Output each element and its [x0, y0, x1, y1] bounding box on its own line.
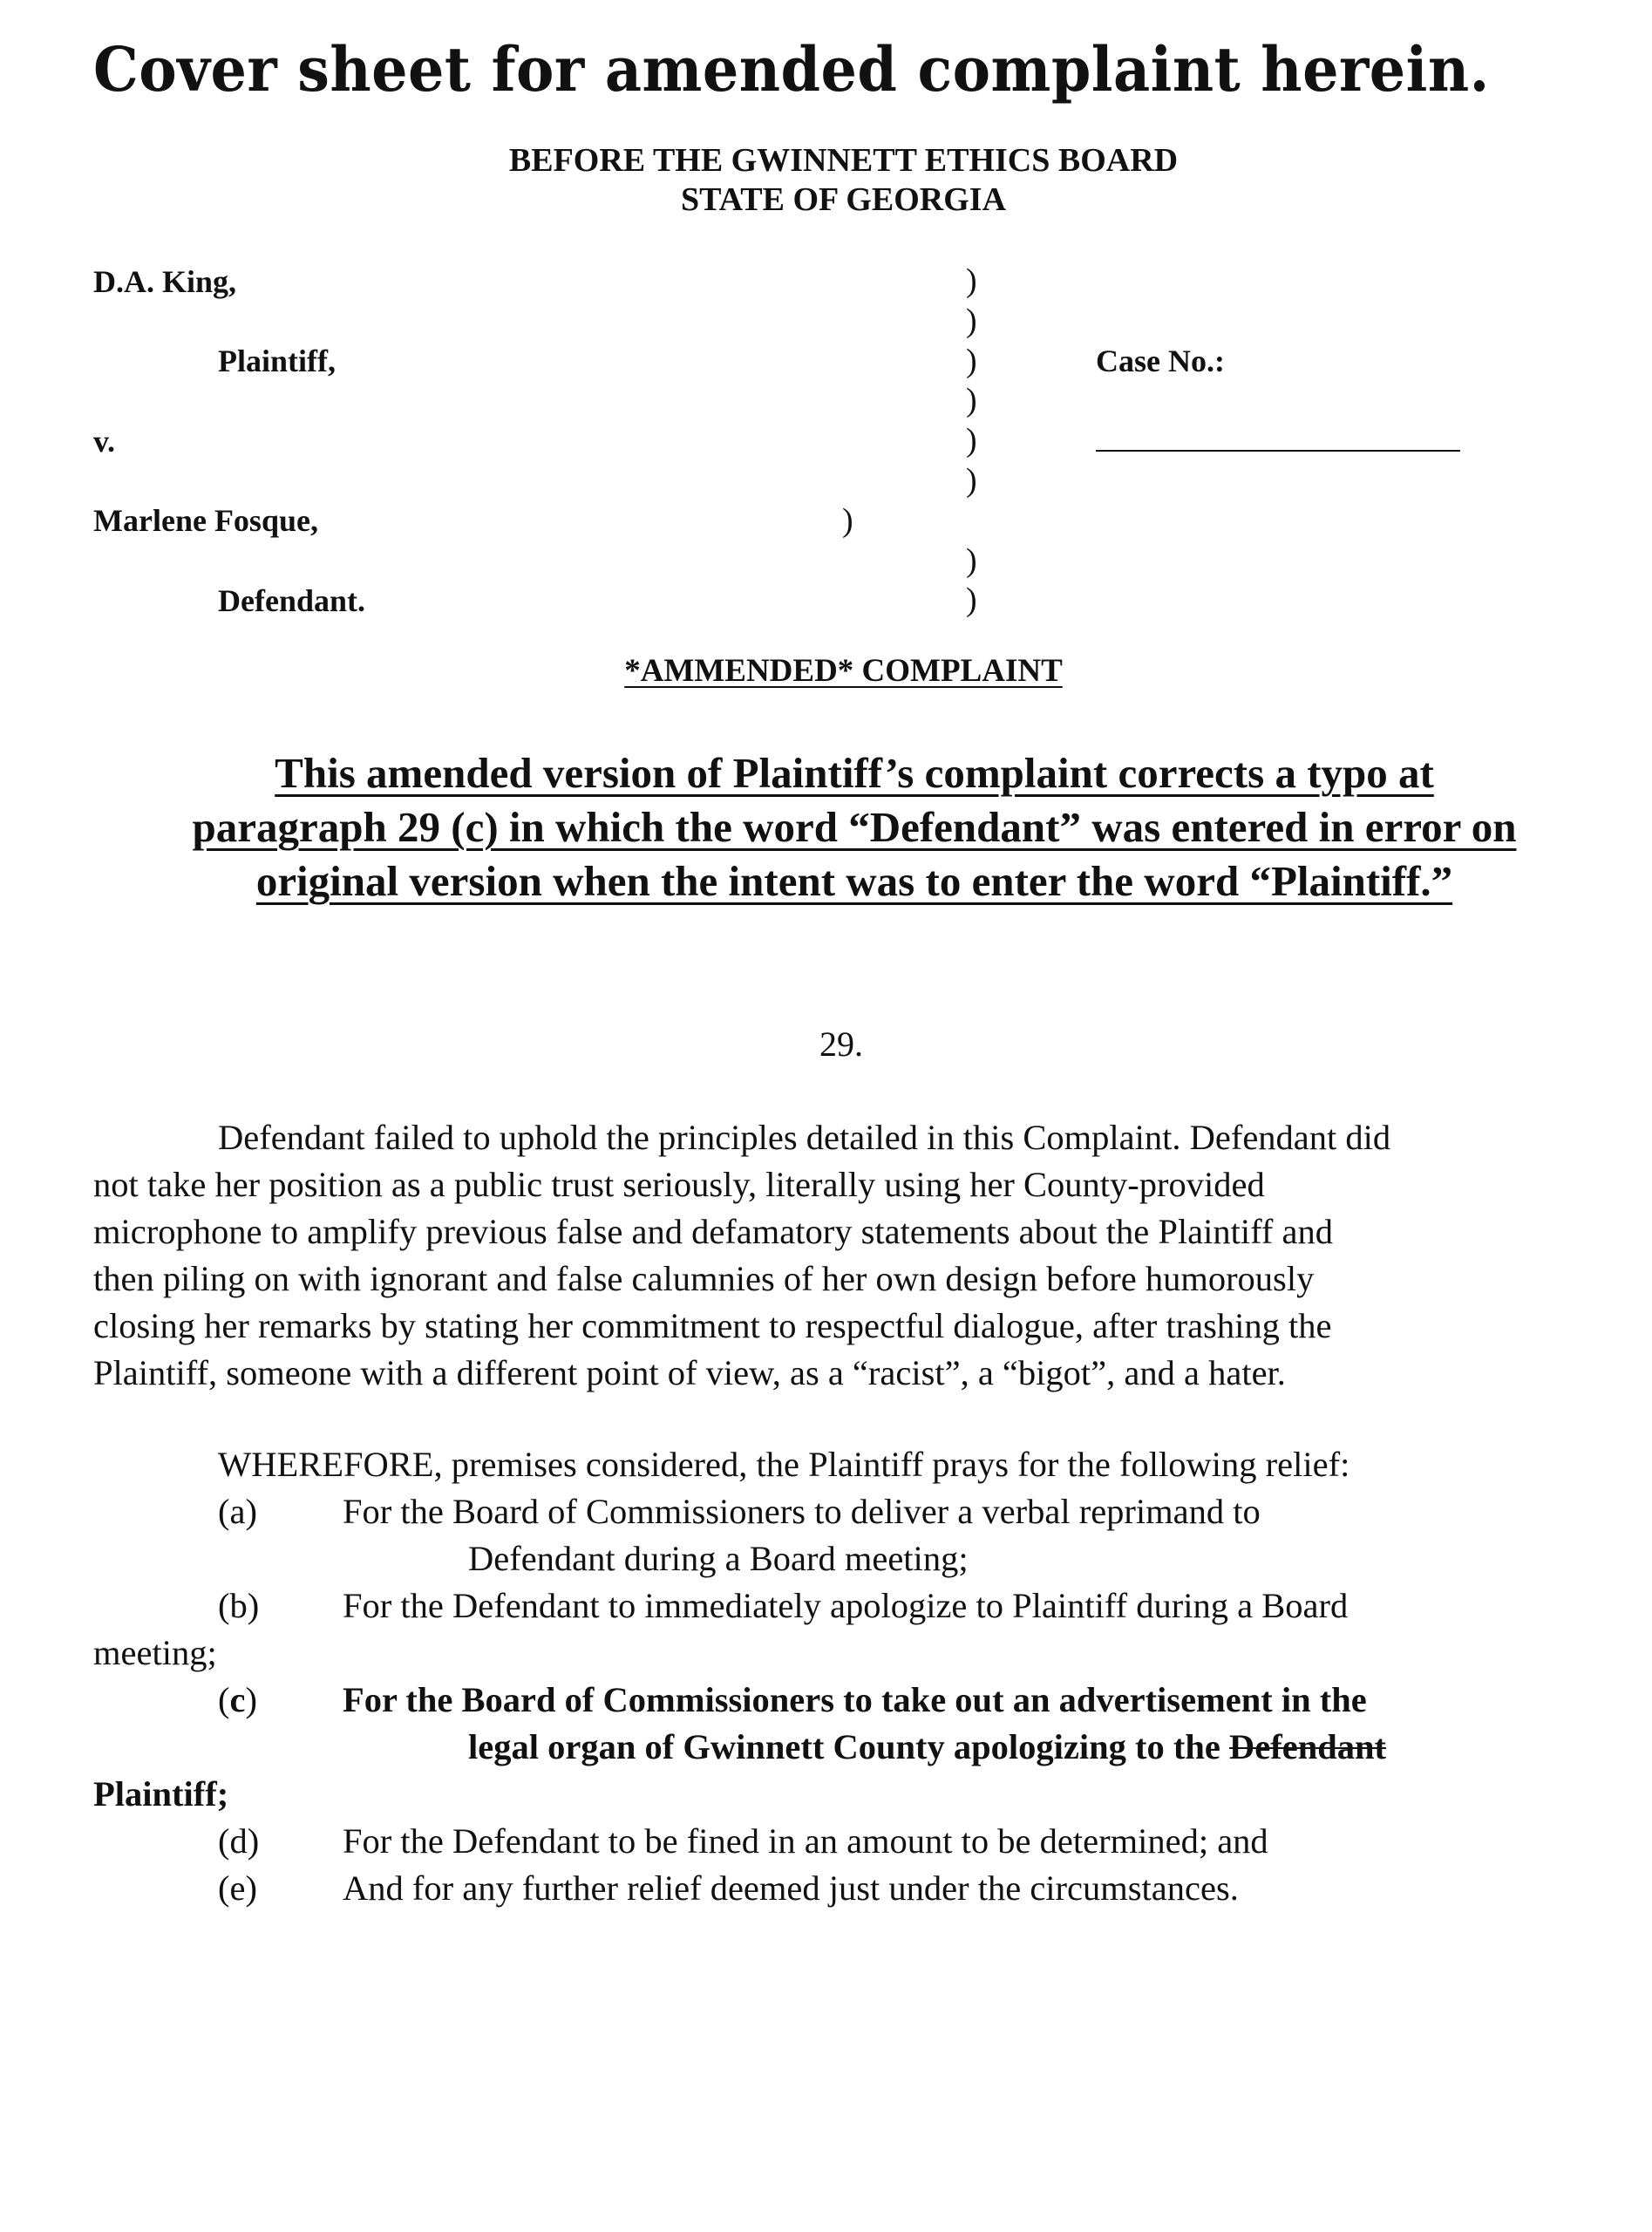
struck-word: Defendant — [1229, 1727, 1387, 1766]
caption-paren: ) — [966, 382, 977, 418]
paragraph-line: Defendant failed to uphold the principles detailed in this Complaint. Defendant did — [218, 1118, 1391, 1157]
relief-item-e-line1: And for any further relief deemed just under the circumstances. — [343, 1868, 1239, 1908]
relief-item-label-a: (a) — [218, 1492, 257, 1531]
relief-item-b-line2: meeting; — [93, 1633, 217, 1672]
case-number-blank-line — [1096, 450, 1460, 452]
relief-item-label-b: (b) — [218, 1586, 260, 1625]
caption-paren: ) — [966, 582, 977, 618]
caption-paren: ) — [842, 502, 853, 539]
paragraph-line: microphone to amplify previous false and defamatory statements about the Plaintiff and — [93, 1212, 1333, 1251]
amendment-notice — [87, 746, 1621, 908]
relief-item-a-line1: For the Board of Commissioners to deliver a verbal reprimand to — [343, 1492, 1261, 1531]
cover-sheet-note: Cover sheet for amended complaint herein. — [93, 33, 1490, 105]
caption-paren: ) — [966, 422, 977, 459]
amendment-notice-line: original version when the intent was to enter the word “Plaintiff.” — [255, 857, 1453, 905]
relief-item-label-e: (e) — [218, 1868, 257, 1908]
relief-item-label-d: (d) — [218, 1821, 260, 1861]
court-header-line1: BEFORE THE GWINNETT ETHICS BOARD — [508, 142, 1179, 179]
defendant-label: Defendant. — [218, 583, 365, 618]
caption-paren: ) — [966, 343, 977, 379]
relief-item-c-line2: legal organ of Gwinnett County apologizing to the Defendant — [468, 1727, 1387, 1766]
relief-item-d-line1: For the Defendant to be fined in an amount to be determined; and — [343, 1821, 1268, 1861]
relief-item-c-line1: For the Board of Commissioners to take out an advertisement in the — [343, 1680, 1367, 1719]
versus-label: v. — [93, 424, 116, 459]
plaintiff-label: Plaintiff, — [218, 344, 336, 378]
document-title-text: *AMMENDED* COMPLAINT — [624, 653, 1063, 689]
amendment-notice-line: This amended version of Plaintiff’s complaint corrects a typo at — [275, 749, 1434, 797]
caption-paren: ) — [966, 542, 977, 579]
relief-item-a-line2: Defendant during a Board meeting; — [468, 1539, 969, 1578]
defendant-name: Marlene Fosque, — [93, 503, 318, 538]
paragraph-line: not take her position as a public trust seriously, literally using her County-provided — [93, 1165, 1265, 1204]
plaintiff-name: D.A. King, — [93, 264, 237, 299]
relief-item-label-c: (c) — [218, 1680, 257, 1719]
paragraph-line: Plaintiff, someone with a different point of view, as a “racist”, a “bigot”, and a hater. — [93, 1353, 1286, 1392]
document-title — [0, 652, 1652, 690]
relief-item-b-line1: For the Defendant to immediately apologize to Plaintiff during a Board — [343, 1586, 1349, 1625]
paragraph-line: then piling on with ignorant and false calumnies of her own design before humorously — [93, 1259, 1315, 1298]
caption-paren: ) — [966, 262, 977, 299]
caption-paren: ) — [966, 462, 977, 499]
paragraph-number: 29. — [819, 1024, 863, 1064]
case-number-label: Case No.: — [1096, 344, 1225, 378]
relief-item-c-line3: Plaintiff; — [93, 1774, 229, 1814]
relief-intro: WHEREFORE, premises considered, the Plaintiff prays for the following relief: — [218, 1445, 1350, 1484]
amendment-notice-line: paragraph 29 (c) in which the word “Defendant” was entered in error on — [192, 803, 1517, 851]
court-header-line2: STATE OF GEORGIA — [680, 181, 1007, 218]
paragraph-body — [93, 1114, 1593, 1397]
paragraph-line: closing her remarks by stating her commitment to respectful dialogue, after trashing the — [93, 1306, 1332, 1345]
caption-paren: ) — [966, 303, 977, 339]
